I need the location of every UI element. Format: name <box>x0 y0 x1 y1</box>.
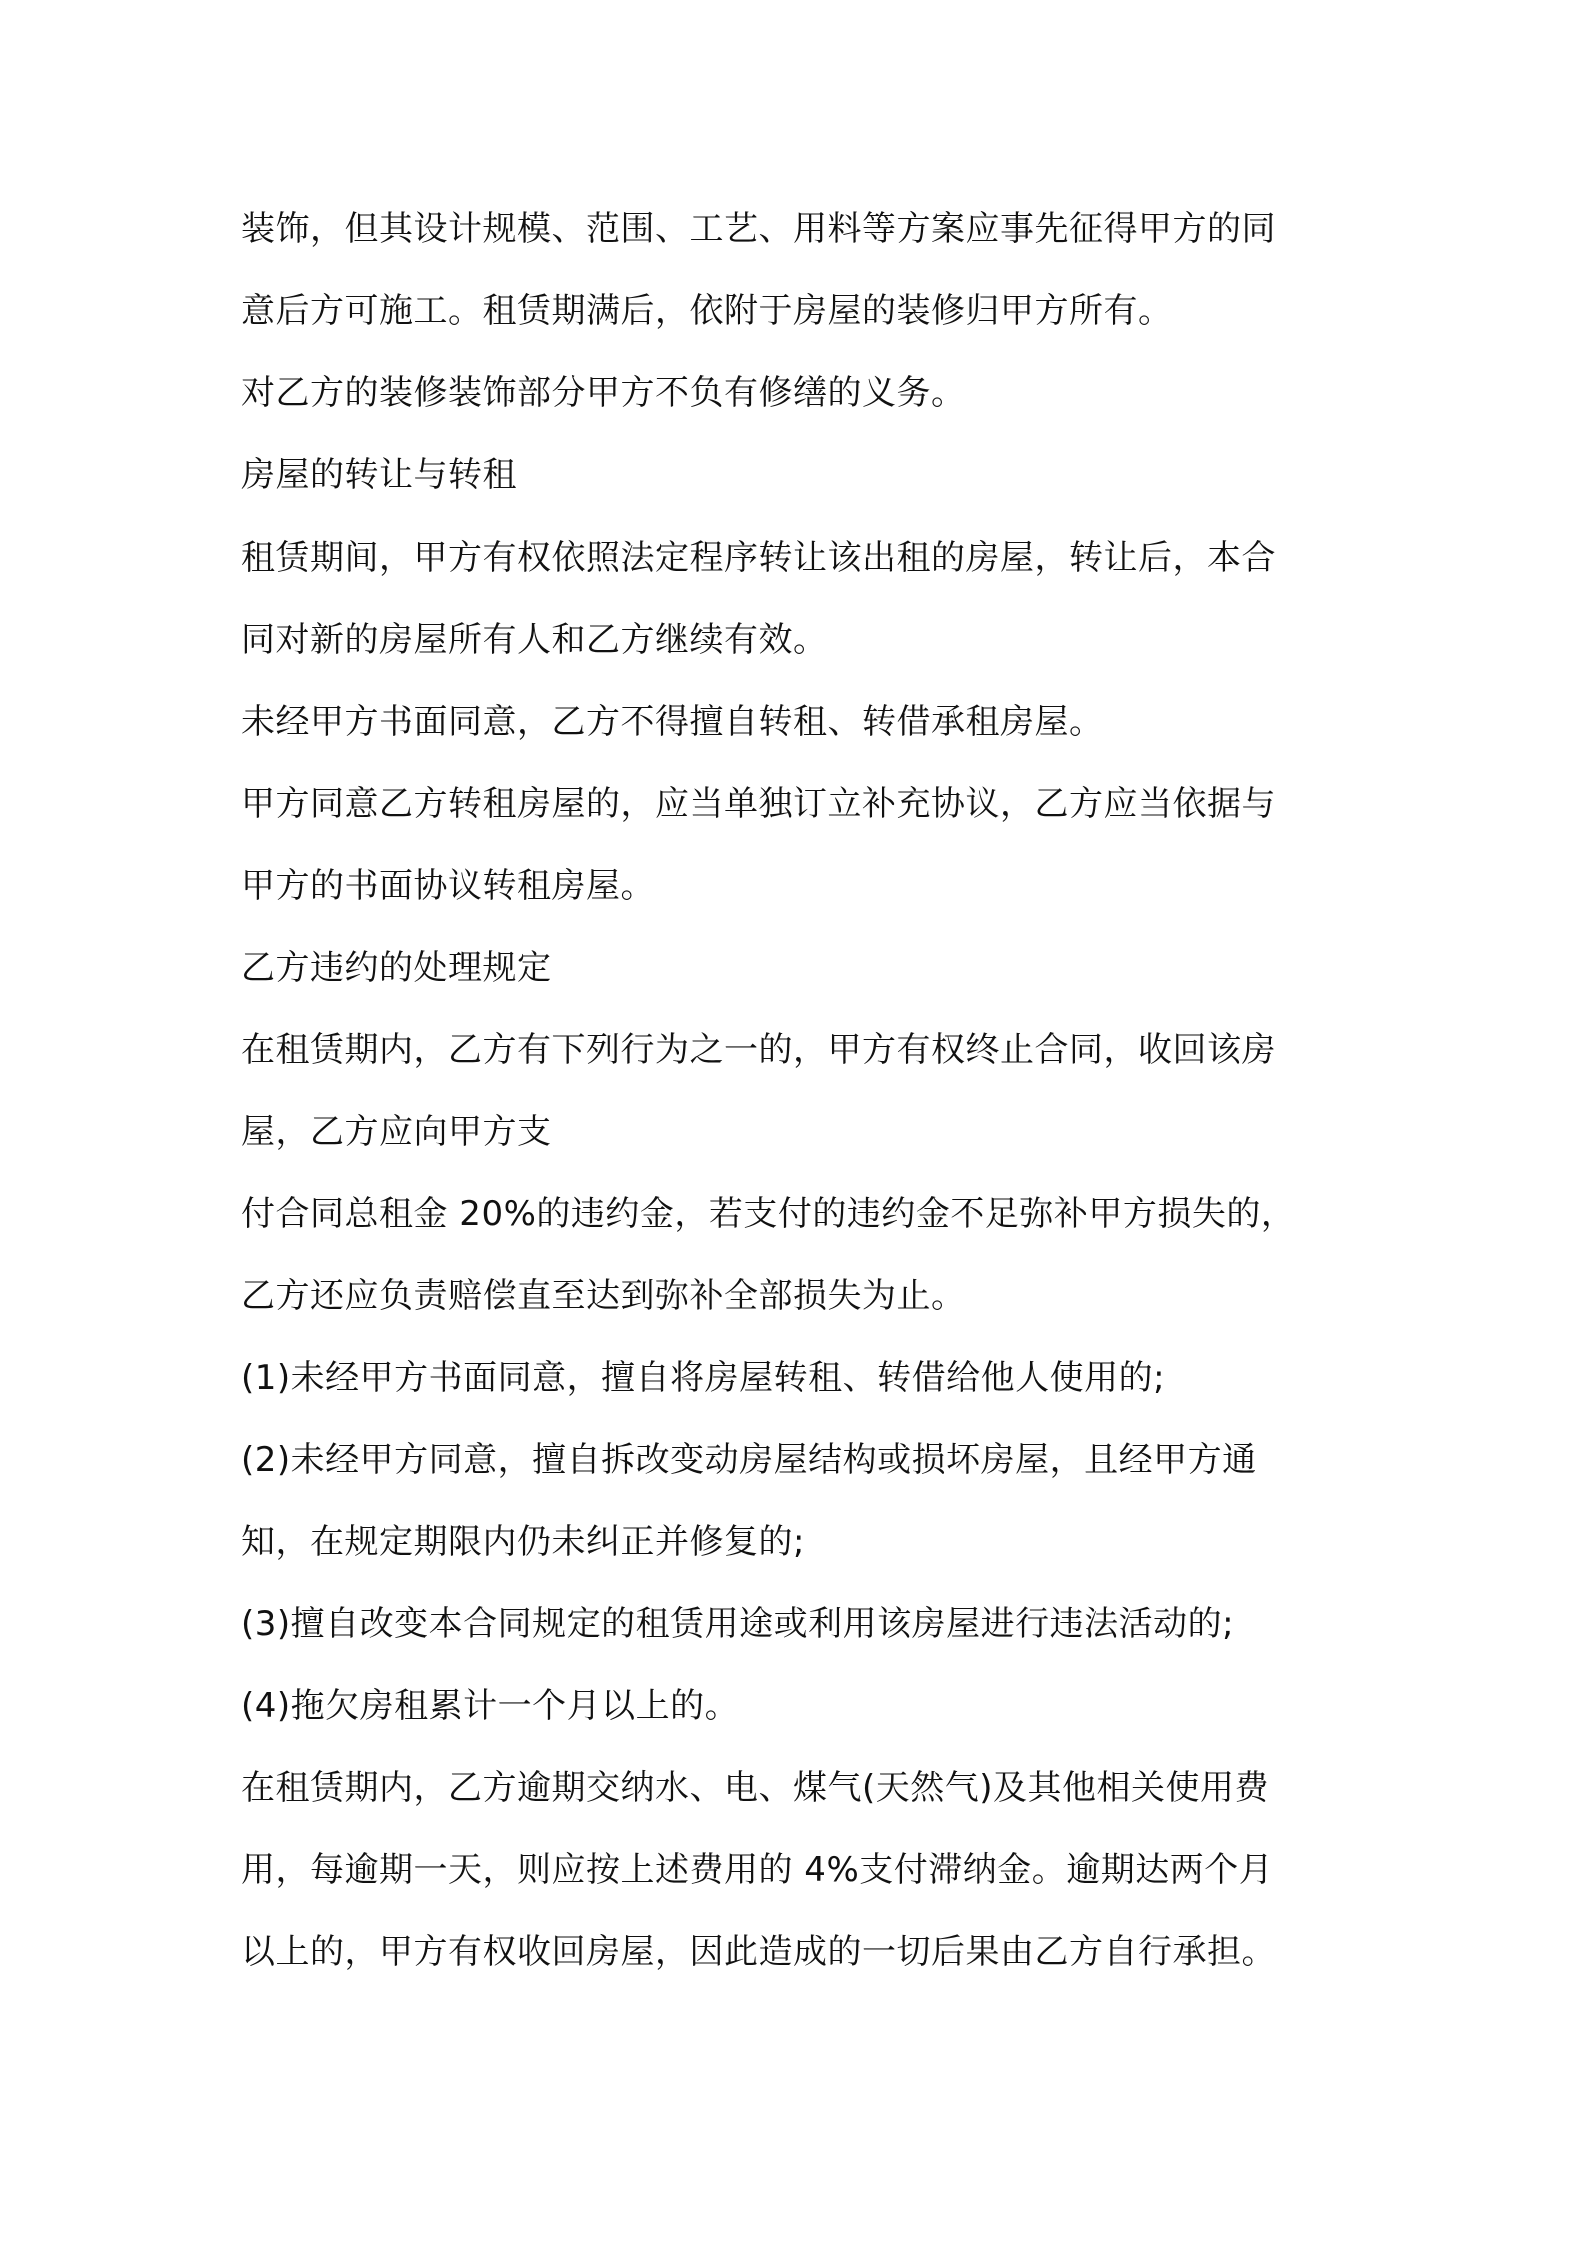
text-line: 对乙方的装修装饰部分甲方不负有修缮的义务。 <box>241 373 966 413</box>
text-line: 以上的，甲方有权收回房屋，因此造成的一切后果由乙方自行承担。 <box>241 1932 1276 1972</box>
text-line: 未经甲方书面同意，乙方不得擅自转租、转借承租房屋。 <box>241 702 1104 742</box>
text-line: 用，每逾期一天，则应按上述费用的 4%支付滞纳金。逾期达两个月 <box>241 1850 1274 1890</box>
text-line: 付合同总租金 20%的违约金，若支付的违约金不足弥补甲方损失的， <box>241 1194 1296 1234</box>
list-item: (1)未经甲方书面同意，擅自将房屋转租、转借给他人使用的; <box>241 1358 1166 1398</box>
section-heading: 乙方违约的处理规定 <box>241 948 552 988</box>
list-item: (2)未经甲方同意，擅自拆改变动房屋结构或损坏房屋，且经甲方通 <box>241 1440 1257 1480</box>
list-item: (3)擅自改变本合同规定的租赁用途或利用该房屋进行违法活动的; <box>241 1604 1235 1644</box>
text-line: 在租赁期内，乙方逾期交纳水、电、煤气(天然气)及其他相关使用费 <box>241 1768 1270 1808</box>
text-line: 在租赁期内，乙方有下列行为之一的，甲方有权终止合同，收回该房 <box>241 1030 1276 1070</box>
text-line: 知，在规定期限内仍未纠正并修复的; <box>241 1522 805 1562</box>
list-item: (4)拖欠房租累计一个月以上的。 <box>241 1686 740 1726</box>
section-heading: 房屋的转让与转租 <box>241 455 517 495</box>
text-line: 租赁期间，甲方有权依照法定程序转让该出租的房屋，转让后，本合 <box>241 538 1276 578</box>
text-line: 装饰，但其设计规模、范围、工艺、用料等方案应事先征得甲方的同 <box>241 209 1276 249</box>
text-line: 意后方可施工。租赁期满后，依附于房屋的装修归甲方所有。 <box>241 291 1173 331</box>
text-line: 甲方的书面协议转租房屋。 <box>241 866 655 906</box>
text-line: 同对新的房屋所有人和乙方继续有效。 <box>241 620 828 660</box>
text-line: 甲方同意乙方转租房屋的，应当单独订立补充协议，乙方应当依据与 <box>241 784 1276 824</box>
text-line: 屋，乙方应向甲方支 <box>241 1112 552 1152</box>
text-line: 乙方还应负责赔偿直至达到弥补全部损失为止。 <box>241 1276 966 1316</box>
